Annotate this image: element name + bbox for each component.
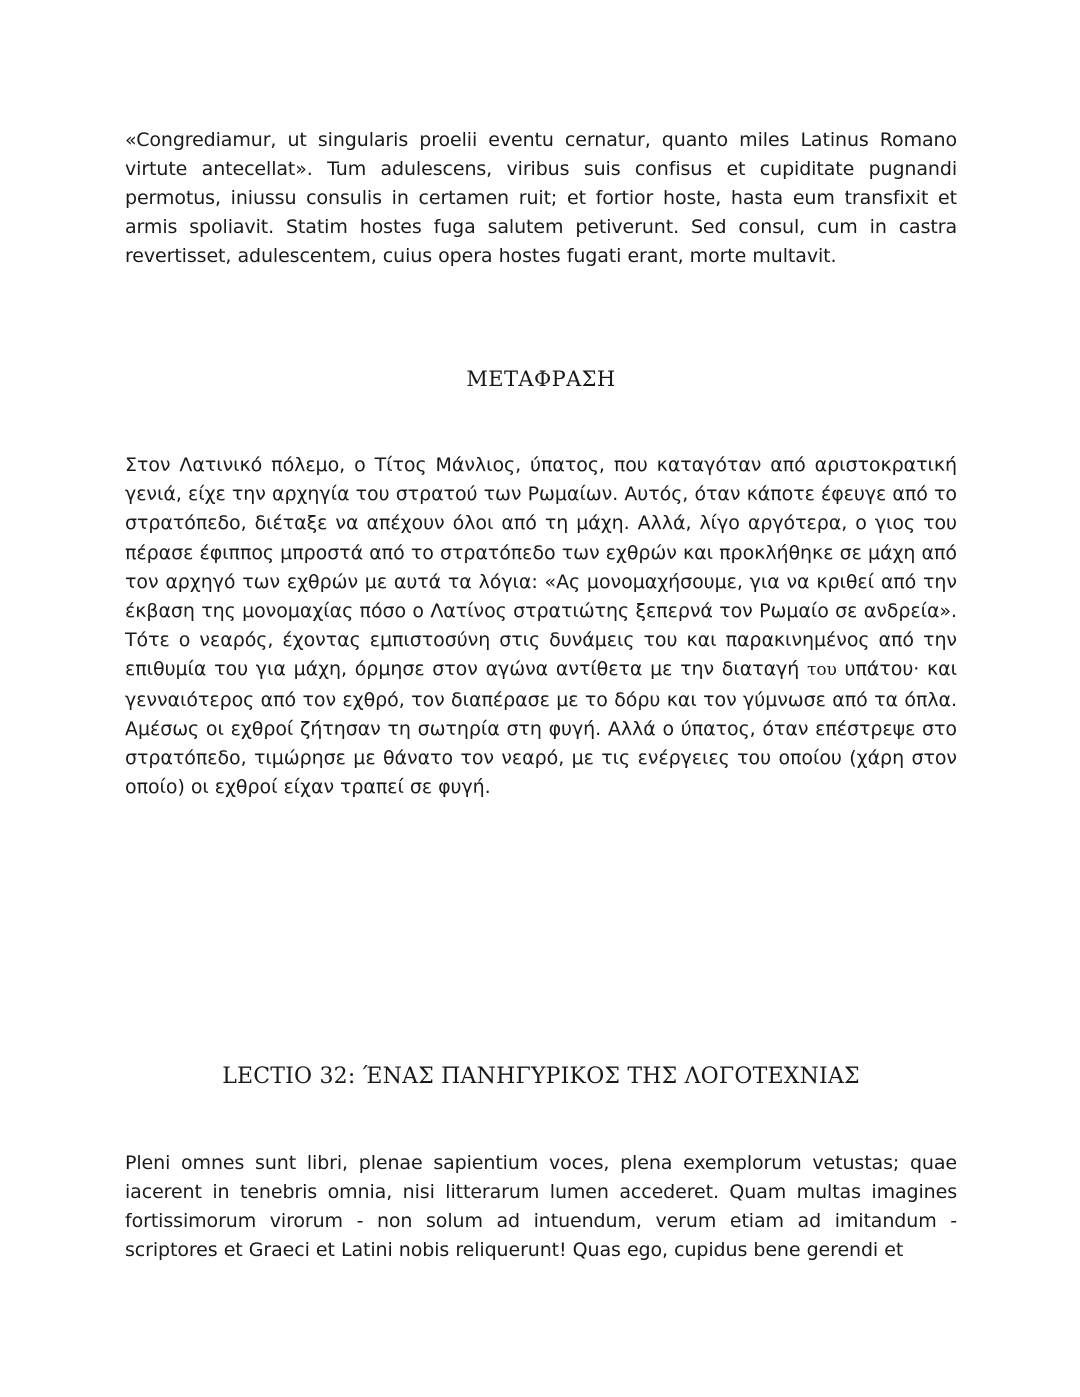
lectio-heading-container (125, 1063, 957, 1091)
lectio-heading: LECTIO 32: ΈΝΑΣ ΠΑΝΗΓΥΡΙΚΟΣ ΤΗΣ ΛΟΓΟΤΕΧΝΙΑΣ (222, 1064, 860, 1089)
latin-excerpt-paragraph-1 (125, 126, 957, 271)
greek-text (125, 451, 957, 802)
greek-text-part-2: υπάτου· και γενναιότερος από τον εχθρό, τον διαπέρασε με το δόρυ και τον γύμνωσε από τα όπλα. Αμέσως οι εχθροί ζήτησαν τη σωτηρία στη φυγή. Αλλά ο ύπατος, όταν επέστρεψε στο στρατόπεδο, τιμώρησε με θάνατο τον νεαρό, με τις ενέργειες του οποίου (χάρη στον οποίο) οι εχθροί είχαν τραπεί σε φυγή. (125, 658, 957, 799)
latin-text-2: Pleni omnes sunt libri, plenae sapientium voces, plena exemplorum vetustas; quae iacerent in tenebris omnia, nisi litterarum lumen accederet. Quam multas imagines fortissimorum virorum - non solum ad intuendum, verum etiam ad imitandum - scriptores et Graeci et Latini nobis reliquerunt! Quas ego, cupidus bene gerendi et (125, 1152, 957, 1261)
greek-text-part-1: Στον Λατινικό πόλεμο, ο Τίτος Μάνλιος, ύπατος, που καταγόταν από αριστοκρατική γενιά, είχε την αρχηγία του στρατού των Ρωμαίων. Αυτός, όταν κάποτε έφευγε από το στρατόπεδο, διέταξε να απέχουν όλοι από τη μάχη. Αλλά, λίγο αργότερα, ο γιος του πέρασε έφιππος μπροστά από το στρατόπεδο των εχθρών και προκλήθηκε σε μάχη από τον αρχηγό των εχθρών με αυτά τα λόγια: «Ας μονομαχήσουμε, για να κριθεί από την έκβαση της μονομαχίας πόσο ο Λατίνος στρατιώτης ξεπερνά τον Ρωμαίο σε ανδρεία». Τότε ο νεαρός, έχοντας εμπιστοσύνη στις δυνάμεις του και παρακινημένος από την επιθυμία του για μάχη, όρμησε στον αγώνα αντίθετα με την διαταγή (125, 454, 957, 681)
translation-heading: ΜΕΤΑΦΡΑΣΗ (466, 367, 616, 391)
latin-excerpt-paragraph-2 (125, 1149, 957, 1265)
translation-heading-container (125, 366, 957, 392)
greek-translation-paragraph (125, 451, 957, 802)
greek-text-emphasis: του (806, 660, 837, 681)
latin-text-1: «Congrediamur, ut singularis proelii eventu cernatur, quanto miles Latinus Romano virtute antecellat». Tum adulescens, viribus suis confisus et cupiditate pugnandi permotus, iniussu consulis in certamen ruit; et fortior hoste, hasta eum transfixit et armis spoliavit. Statim hostes fuga salutem petiverunt. Sed consul, cum in castra revertisset, adulescentem, cuius opera hostes fugati erant, morte multavit. (125, 129, 957, 267)
